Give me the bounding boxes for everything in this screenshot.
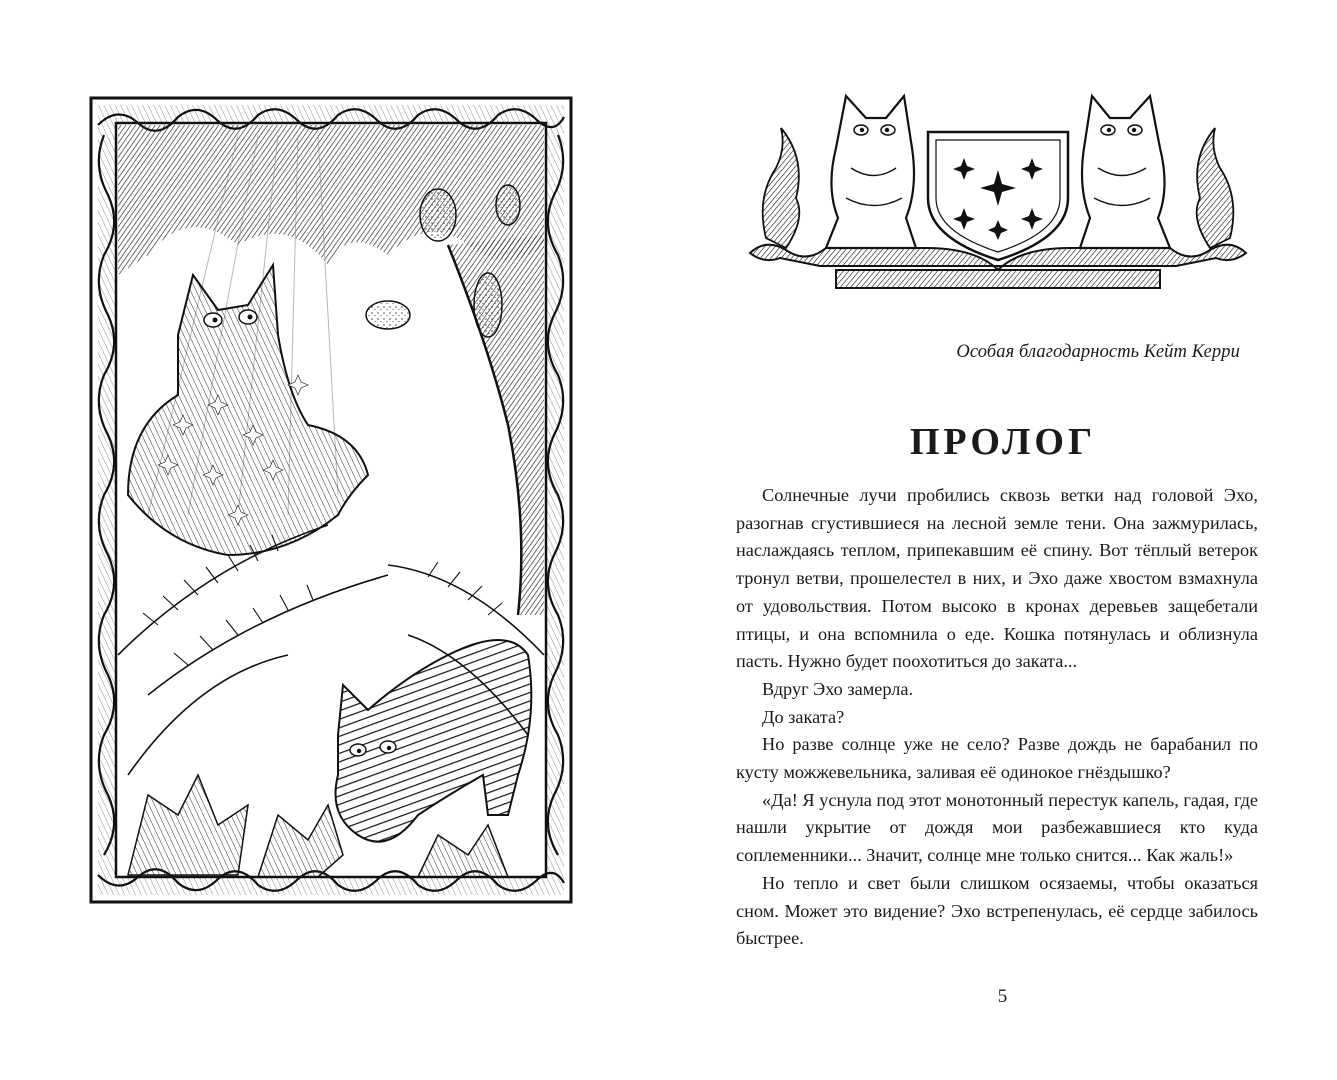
page-number: 5 [997,986,1008,1007]
paragraph: Но разве солнце уже не село? Разве дождь не барабанил по кусту можжевельника, заливая её одинокое гнёздышко? [736,734,1258,783]
chapter-title: ПРОЛОГ [909,421,1097,463]
star-shield [928,132,1068,260]
dedication: Особая благодарность Кейт Керри [956,342,1240,362]
body-text [736,482,1258,953]
left-cat-supporter [826,96,916,248]
paragraph: Солнечные лучи пробились сквозь ветки над головой Эхо, разогнав сгустившиеся на лесной земле тени. Она зажмурилась, наслаждаясь теплом, припекавшим её спину. Вот тёплый ветерок тронул ветви, прошелестел в них, и Эхо даже хвостом взмахнула от удовольствия. Потом высоко в кронах деревьев защебетали птицы, и она вспомнила о еде. Кошка потянулась и облизнула пасть. Нужно будет поохотиться до заката... [736,485,1258,672]
paragraph: Вдруг Эхо замерла. [762,678,914,699]
left-page [0,0,668,1080]
cats-crest-headpiece [746,88,1250,302]
paragraph: Но тепло и свет были слишком осязаемы, чтобы оказаться сном. Может это видение? Эхо встрепенулась, её сердце забилось быстрее. [736,872,1258,949]
paragraph: «Да! Я уснула под этот монотонный перестук капель, гадая, где нашли укрытие от дождя мои разбежавшиеся кто куда соплеменники... Значит, солнце мне только снится... Как жаль!» [736,789,1258,866]
forest-cats-illustration [88,95,574,905]
paragraph: До заката? [762,706,845,727]
right-page [668,0,1337,1080]
right-cat-supporter [1080,96,1170,248]
